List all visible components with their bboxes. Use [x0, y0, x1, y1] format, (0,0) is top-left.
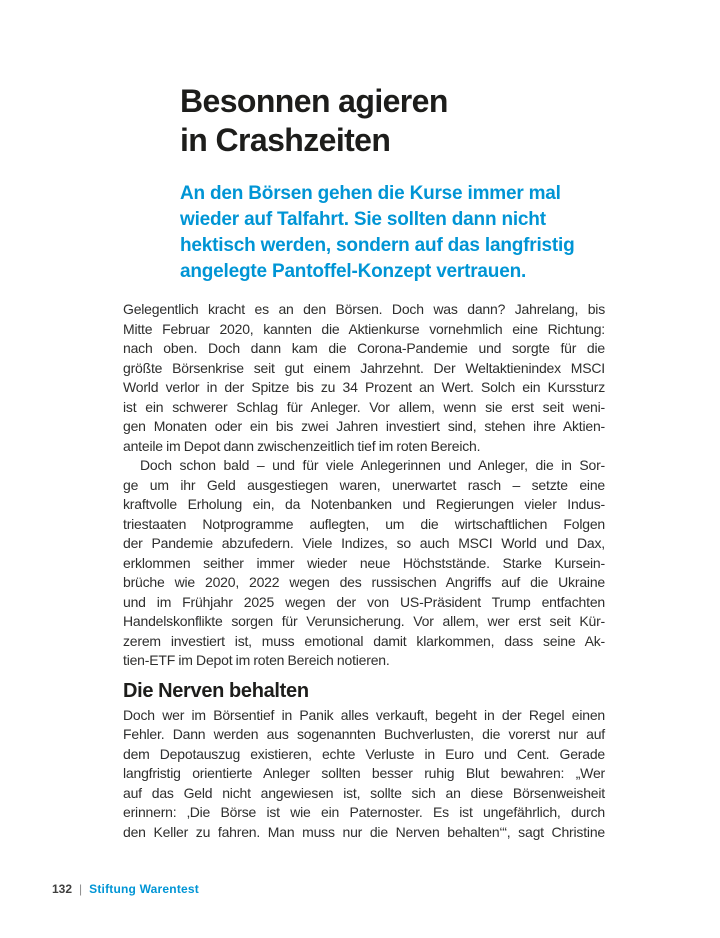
text-line: nach oben. Doch dann kam die Corona-Pandemie und sorgte für die	[123, 340, 605, 356]
page-footer	[52, 882, 199, 896]
text-line: größte Börsenkrise seit gut einem Jahrzehnt. Der Weltaktienindex MSCI	[123, 359, 605, 376]
text-line: triestaaten Notprogramme auflegten, um die wirtschaftlichen Folgen	[123, 515, 605, 532]
text-line: kraftvolle Erholung ein, da Notenbanken und Regierungen vieler Indus-	[123, 496, 605, 512]
page-number: 132	[52, 882, 73, 896]
text-line: tien-ETF im Depot im roten Bereich notieren.	[123, 652, 390, 668]
paragraph	[123, 300, 605, 456]
footer-separator: |	[79, 882, 83, 896]
text-line: Doch wer im Börsentief in Panik alles verkauft, begeht in der Regel einen	[123, 706, 605, 723]
paragraph	[123, 706, 605, 843]
lead-line: angelegte Pantoffel-Konzept vertrauen.	[180, 261, 527, 282]
text-line: ge um ihr Geld ausgestiegen waren, unerwartet rasch – setzte eine	[123, 476, 605, 493]
text-line: anteile im Depot dann zwischenzeitlich tief im roten Bereich.	[123, 437, 481, 454]
title-line: in Crashzeiten	[180, 122, 391, 158]
article-body	[123, 300, 605, 842]
text-line: Fehler. Dann werden aus sogenannten Buchverlusten, die vorerst nur auf	[123, 726, 605, 742]
text-line: brüche wie 2020, 2022 wegen des russischen Angriffs auf die Ukraine	[123, 574, 605, 590]
text-line: ist ein schwerer Schlag für Anleger. Vor allem, wenn sie erst seit weni-	[123, 398, 605, 415]
lead-line: wieder auf Talfahrt. Sie sollten dann nicht	[180, 209, 546, 230]
footer-brand: Stiftung Warentest	[89, 882, 199, 896]
lead-line: hektisch werden, sondern auf das langfristig	[180, 235, 575, 256]
lead-paragraph	[180, 181, 605, 285]
section-heading: Die Nerven behalten	[123, 679, 309, 702]
lead-line: An den Börsen gehen die Kurse immer mal	[180, 183, 561, 204]
text-line: erklommen seither immer wieder neue Höchststände. Starke Kursein-	[123, 554, 605, 571]
text-line: Doch schon bald – und für viele Anlegerinnen und Anleger, die in Sor-	[140, 457, 605, 473]
text-line: erinnern: ‚Die Börse ist wie ein Paternoster. Es ist ungefährlich, durch	[123, 804, 605, 820]
text-line: auf das Geld nicht angewiesen ist, sollte sich an diese Börsenweisheit	[123, 784, 605, 801]
paragraph	[123, 456, 605, 671]
text-line: gen Monaten oder ein bis zwei Jahren investiert sind, stehen ihre Aktien-	[123, 418, 605, 434]
text-line: World verlor in der Spitze bis zu 34 Prozent an Wert. Solch ein Kurssturz	[123, 379, 605, 395]
text-line: und im Frühjahr 2025 wegen der von US-Präsident Trump entfachten	[123, 593, 605, 610]
page-title	[180, 82, 605, 160]
text-line: den Keller zu fahren. Man muss nur die Nerven behalten‘“, sagt Christine	[123, 823, 605, 840]
text-line: zerem investiert ist, muss emotional damit klarkommen, dass seine Ak-	[123, 632, 605, 649]
title-line: Besonnen agieren	[180, 83, 448, 119]
text-line: Gelegentlich kracht es an den Börsen. Doch was dann? Jahrelang, bis	[123, 301, 605, 317]
text-line: langfristig orientierte Anleger sollten besser ruhig Blut bewahren: „Wer	[123, 765, 605, 781]
text-line: Mitte Februar 2020, kannten die Aktienkurse vornehmlich eine Richtung:	[123, 320, 605, 337]
text-line: dem Depotauszug existieren, echte Verluste in Euro und Cent. Gerade	[123, 745, 605, 762]
text-line: der Pandemie abzufedern. Viele Indizes, so auch MSCI World und Dax,	[123, 535, 605, 551]
text-line: Handelskonflikte sorgen für Verunsicherung. Vor allem, wer erst seit Kür-	[123, 613, 605, 629]
